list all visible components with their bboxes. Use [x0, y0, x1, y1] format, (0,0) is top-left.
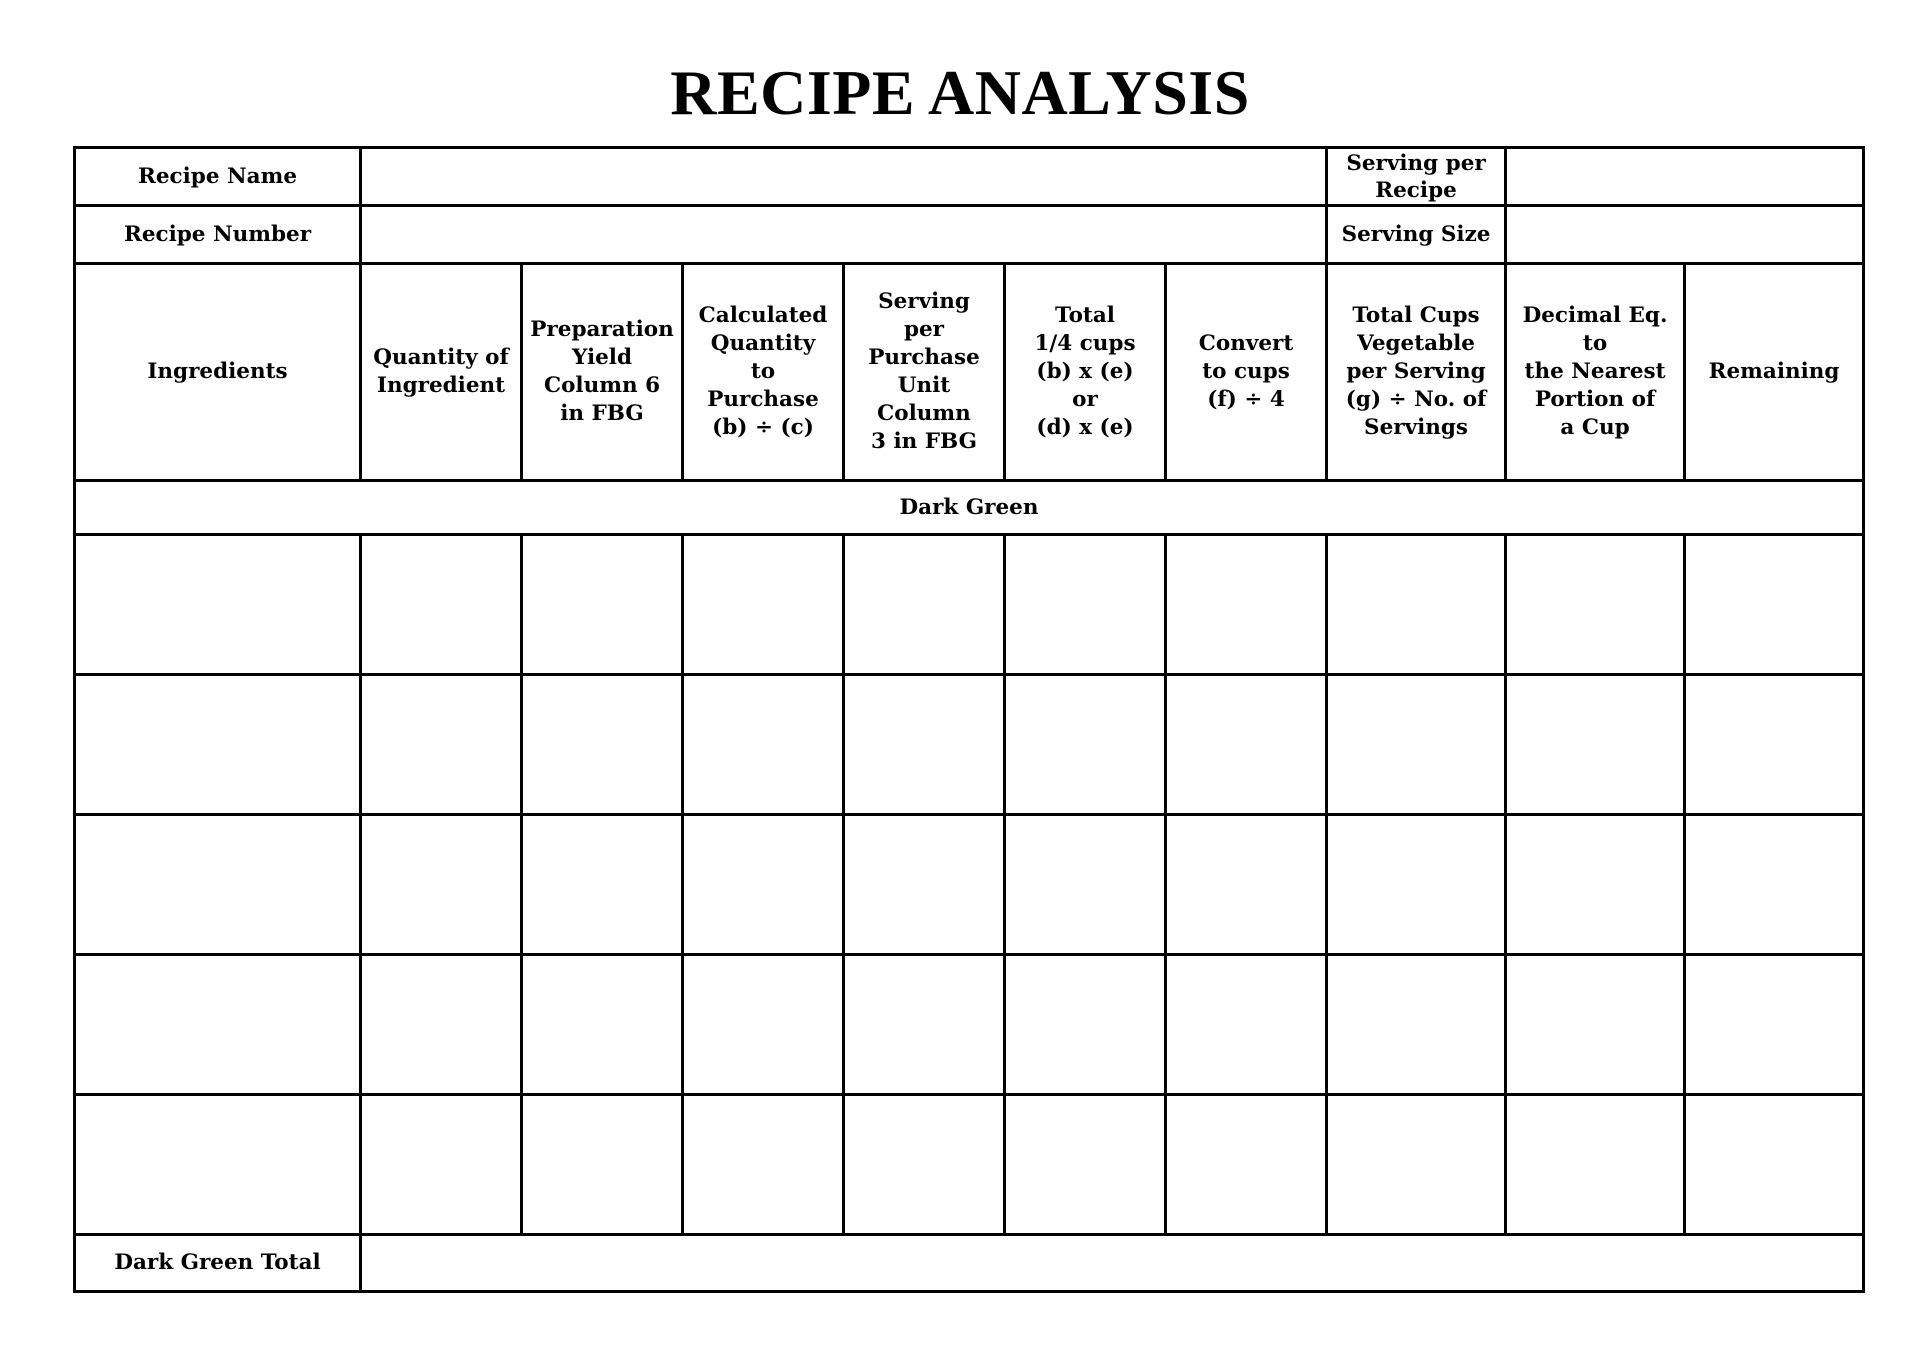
- table-row: [75, 1095, 1864, 1235]
- calculated-quantity-cell[interactable]: [683, 1095, 844, 1235]
- convert-to-cups-cell[interactable]: [1166, 675, 1327, 815]
- total-cups-per-serving-cell[interactable]: [1327, 675, 1506, 815]
- quantity-cell[interactable]: [361, 1095, 522, 1235]
- convert-to-cups-cell[interactable]: [1166, 955, 1327, 1095]
- column-header-remaining: Remaining: [1685, 264, 1864, 481]
- remaining-cell[interactable]: [1685, 675, 1864, 815]
- section-label: Dark Green: [75, 481, 1864, 535]
- serving-size-label: Serving Size: [1327, 206, 1506, 264]
- total-cups-per-serving-cell[interactable]: [1327, 535, 1506, 675]
- column-header-serving-per-unit: Serving per Purchase Unit Column 3 in FBG: [844, 264, 1005, 481]
- dark-green-total-row: [75, 1235, 1864, 1292]
- convert-to-cups-cell[interactable]: [1166, 1095, 1327, 1235]
- column-header-preparation-yield: Preparation Yield Column 6 in FBG: [522, 264, 683, 481]
- decimal-equivalent-cell[interactable]: [1506, 535, 1685, 675]
- column-header-total-cups-per-serving: Total Cups Vegetable per Serving (g) ÷ No. of Servings: [1327, 264, 1506, 481]
- serving-per-unit-cell[interactable]: [844, 535, 1005, 675]
- table-row: [75, 815, 1864, 955]
- page-title: RECIPE ANALYSIS: [670, 57, 1250, 128]
- section-row-dark-green: [75, 481, 1864, 535]
- column-header-decimal-equivalent: Decimal Eq. to the Nearest Portion of a Cup: [1506, 264, 1685, 481]
- serving-per-unit-cell[interactable]: [844, 1095, 1005, 1235]
- convert-to-cups-cell[interactable]: [1166, 815, 1327, 955]
- recipe-number-row: [75, 206, 1864, 264]
- decimal-equivalent-cell[interactable]: [1506, 815, 1685, 955]
- total-cups-per-serving-cell[interactable]: [1327, 815, 1506, 955]
- calculated-quantity-cell[interactable]: [683, 815, 844, 955]
- convert-to-cups-cell[interactable]: [1166, 535, 1327, 675]
- ingredient-cell[interactable]: [75, 675, 361, 815]
- serving-per-recipe-label: Serving per Recipe: [1327, 148, 1506, 206]
- table-row: [75, 955, 1864, 1095]
- recipe-name-label: Recipe Name: [75, 148, 361, 206]
- ingredient-cell[interactable]: [75, 955, 361, 1095]
- recipe-number-field[interactable]: [361, 206, 1327, 264]
- remaining-cell[interactable]: [1685, 955, 1864, 1095]
- column-header-convert-to-cups: Convert to cups (f) ÷ 4: [1166, 264, 1327, 481]
- ingredient-cell[interactable]: [75, 815, 361, 955]
- column-header-calculated-quantity: Calculated Quantity to Purchase (b) ÷ (c): [683, 264, 844, 481]
- total-quarter-cups-cell[interactable]: [1005, 955, 1166, 1095]
- quantity-cell[interactable]: [361, 815, 522, 955]
- preparation-yield-cell[interactable]: [522, 535, 683, 675]
- decimal-equivalent-cell[interactable]: [1506, 1095, 1685, 1235]
- calculated-quantity-cell[interactable]: [683, 955, 844, 1095]
- total-quarter-cups-cell[interactable]: [1005, 1095, 1166, 1235]
- total-cups-per-serving-cell[interactable]: [1327, 955, 1506, 1095]
- quantity-cell[interactable]: [361, 675, 522, 815]
- remaining-cell[interactable]: [1685, 815, 1864, 955]
- total-quarter-cups-cell[interactable]: [1005, 675, 1166, 815]
- ingredient-cell[interactable]: [75, 1095, 361, 1235]
- remaining-cell[interactable]: [1685, 1095, 1864, 1235]
- column-header-row: [75, 264, 1864, 481]
- quantity-cell[interactable]: [361, 535, 522, 675]
- remaining-cell[interactable]: [1685, 535, 1864, 675]
- serving-size-field[interactable]: [1506, 206, 1864, 264]
- decimal-equivalent-cell[interactable]: [1506, 955, 1685, 1095]
- decimal-equivalent-cell[interactable]: [1506, 675, 1685, 815]
- column-header-total-quarter-cups: Total 1/4 cups (b) x (e) or (d) x (e): [1005, 264, 1166, 481]
- serving-per-recipe-field[interactable]: [1506, 148, 1864, 206]
- preparation-yield-cell[interactable]: [522, 675, 683, 815]
- dark-green-total-field[interactable]: [361, 1235, 1864, 1292]
- dark-green-total-label: Dark Green Total: [75, 1235, 361, 1292]
- preparation-yield-cell[interactable]: [522, 955, 683, 1095]
- calculated-quantity-cell[interactable]: [683, 675, 844, 815]
- preparation-yield-cell[interactable]: [522, 815, 683, 955]
- serving-per-unit-cell[interactable]: [844, 955, 1005, 1095]
- recipe-analysis-table: [73, 146, 1865, 1293]
- total-quarter-cups-cell[interactable]: [1005, 815, 1166, 955]
- ingredient-cell[interactable]: [75, 535, 361, 675]
- table-row: [75, 535, 1864, 675]
- preparation-yield-cell[interactable]: [522, 1095, 683, 1235]
- recipe-name-field[interactable]: [361, 148, 1327, 206]
- recipe-number-label: Recipe Number: [75, 206, 361, 264]
- recipe-name-row: [75, 148, 1864, 206]
- column-header-quantity: Quantity of Ingredient: [361, 264, 522, 481]
- serving-per-unit-cell[interactable]: [844, 815, 1005, 955]
- quantity-cell[interactable]: [361, 955, 522, 1095]
- serving-per-unit-cell[interactable]: [844, 675, 1005, 815]
- column-header-ingredients: Ingredients: [75, 264, 361, 481]
- calculated-quantity-cell[interactable]: [683, 535, 844, 675]
- total-quarter-cups-cell[interactable]: [1005, 535, 1166, 675]
- table-row: [75, 675, 1864, 815]
- total-cups-per-serving-cell[interactable]: [1327, 1095, 1506, 1235]
